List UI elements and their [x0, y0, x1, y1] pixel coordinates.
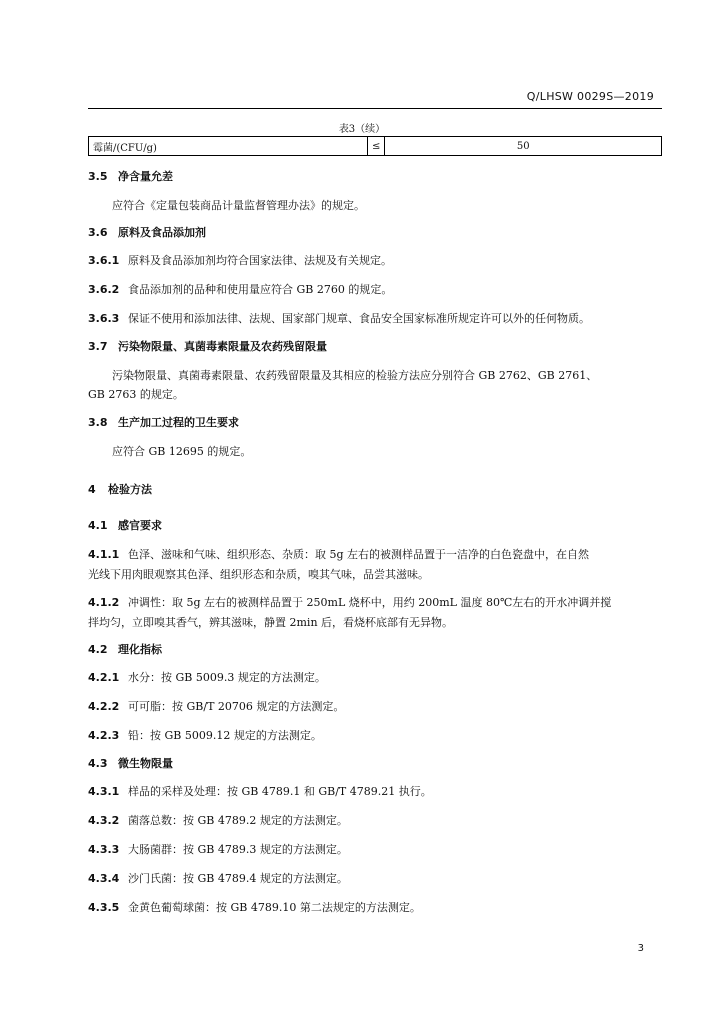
clause-4-1-2 — [88, 594, 611, 610]
heading-title: 微生物限量 — [118, 757, 173, 770]
heading-number: 3.8 — [88, 416, 108, 429]
clause-4-2-2 — [88, 698, 344, 714]
clause-number: 4.2.3 — [88, 729, 120, 742]
heading-4-3 — [88, 755, 173, 771]
clause-text: 菌落总数：按 GB 4789.2 规定的方法测定。 — [128, 814, 348, 827]
heading-number: 4 — [88, 483, 96, 496]
heading-number: 3.7 — [88, 340, 108, 353]
table-row — [89, 137, 662, 156]
clause-4-2-1 — [88, 669, 326, 685]
clause-number: 4.3.2 — [88, 814, 120, 827]
heading-4-1 — [88, 517, 162, 533]
heading-title: 原料及食品添加剂 — [118, 226, 206, 239]
heading-number: 3.6 — [88, 226, 108, 239]
clause-text: 保证不使用和添加法律、法规、国家部门规章、食品安全国家标准所规定许可以外的任何物质。 — [128, 312, 590, 325]
clause-4-3-3 — [88, 841, 348, 857]
clause-text: 食品添加剂的品种和使用量应符合 GB 2760 的规定。 — [128, 283, 393, 296]
clause-text: 铅：按 GB 5009.12 规定的方法测定。 — [128, 729, 322, 742]
heading-3-8 — [88, 414, 239, 430]
paragraph-continuation: GB 2763 的规定。 — [88, 388, 184, 401]
clause-continuation: 光线下用肉眼观察其色泽、组织形态和杂质，嗅其气味，品尝其滋味。 — [88, 568, 429, 581]
page-number: 3 — [637, 943, 644, 954]
clause-number: 3.6.2 — [88, 283, 120, 296]
heading-title: 净含量允差 — [118, 170, 173, 183]
clause-text: 金黄色葡萄球菌：按 GB 4789.10 第二法规定的方法测定。 — [128, 901, 421, 914]
heading-3-5 — [88, 168, 173, 184]
clause-number: 4.3.3 — [88, 843, 120, 856]
clause-text: 样品的采样及处理：按 GB 4789.1 和 GB/T 4789.21 执行。 — [128, 785, 432, 798]
clause-number: 4.1.1 — [88, 548, 120, 561]
table-cell-value: 50 — [385, 137, 662, 156]
paragraph: 污染物限量、真菌毒素限量、农药残留限量及其相应的检验方法应分别符合 GB 2762、GB 2761、 — [112, 369, 598, 382]
heading-number: 4.1 — [88, 519, 108, 532]
clause-number: 3.6.1 — [88, 254, 120, 267]
table-cell-item: 霉菌/(CFU/g) — [89, 137, 368, 156]
clause-number: 3.6.3 — [88, 312, 120, 325]
heading-number: 4.3 — [88, 757, 108, 770]
clause-number: 4.2.2 — [88, 700, 120, 713]
clause-number: 4.3.1 — [88, 785, 120, 798]
clause-text: 大肠菌群：按 GB 4789.3 规定的方法测定。 — [128, 843, 348, 856]
clause-4-3-4 — [88, 870, 348, 886]
heading-title: 污染物限量、真菌毒素限量及农药残留限量 — [118, 340, 327, 353]
clause-4-3-1 — [88, 783, 432, 799]
table-cell-operator: ≤ — [368, 137, 385, 156]
clause-text: 可可脂：按 GB/T 20706 规定的方法测定。 — [128, 700, 345, 713]
heading-3-7 — [88, 338, 327, 354]
paragraph: 应符合 GB 12695 的规定。 — [112, 445, 252, 458]
clause-4-3-2 — [88, 812, 348, 828]
heading-title: 检验方法 — [108, 483, 152, 496]
table-caption: 表3（续） — [338, 124, 386, 135]
clause-4-3-5 — [88, 899, 421, 915]
table-3-continued — [88, 136, 662, 156]
clause-text: 原料及食品添加剂均符合国家法律、法规及有关规定。 — [128, 254, 392, 267]
clause-text: 水分：按 GB 5009.3 规定的方法测定。 — [128, 671, 326, 684]
clause-4-1-1 — [88, 546, 589, 562]
clause-text: 色泽、滋味和气味、组织形态、杂质：取 5g 左右的被测样品置于一洁净的白色瓷盘中，在自然 — [128, 548, 590, 561]
clause-text: 沙门氏菌：按 GB 4789.4 规定的方法测定。 — [128, 872, 348, 885]
clause-3-6-1 — [88, 252, 392, 268]
heading-title: 理化指标 — [118, 643, 162, 656]
clause-number: 4.2.1 — [88, 671, 120, 684]
clause-number: 4.1.2 — [88, 596, 120, 609]
clause-4-2-3 — [88, 727, 322, 743]
document-code: Q/LHSW 0029S—2019 — [526, 90, 654, 103]
clause-number: 4.3.4 — [88, 872, 120, 885]
heading-4 — [88, 481, 152, 497]
heading-3-6 — [88, 224, 206, 240]
clause-number: 4.3.5 — [88, 901, 120, 914]
clause-3-6-2 — [88, 281, 392, 297]
heading-4-2 — [88, 641, 162, 657]
clause-3-6-3 — [88, 310, 590, 326]
heading-number: 3.5 — [88, 170, 108, 183]
heading-number: 4.2 — [88, 643, 108, 656]
clause-continuation: 拌均匀，立即嗅其香气，辨其滋味，静置 2min 后，看烧杯底部有无异物。 — [88, 616, 454, 629]
clause-text: 冲调性：取 5g 左右的被测样品置于 250mL 烧杯中，用约 200mL 温度 80℃左右的开水冲调并搅 — [128, 596, 612, 609]
paragraph: 应符合《定量包装商品计量监督管理办法》的规定。 — [112, 199, 365, 212]
heading-title: 感官要求 — [118, 519, 162, 532]
header-rule — [88, 108, 662, 109]
heading-title: 生产加工过程的卫生要求 — [118, 416, 239, 429]
